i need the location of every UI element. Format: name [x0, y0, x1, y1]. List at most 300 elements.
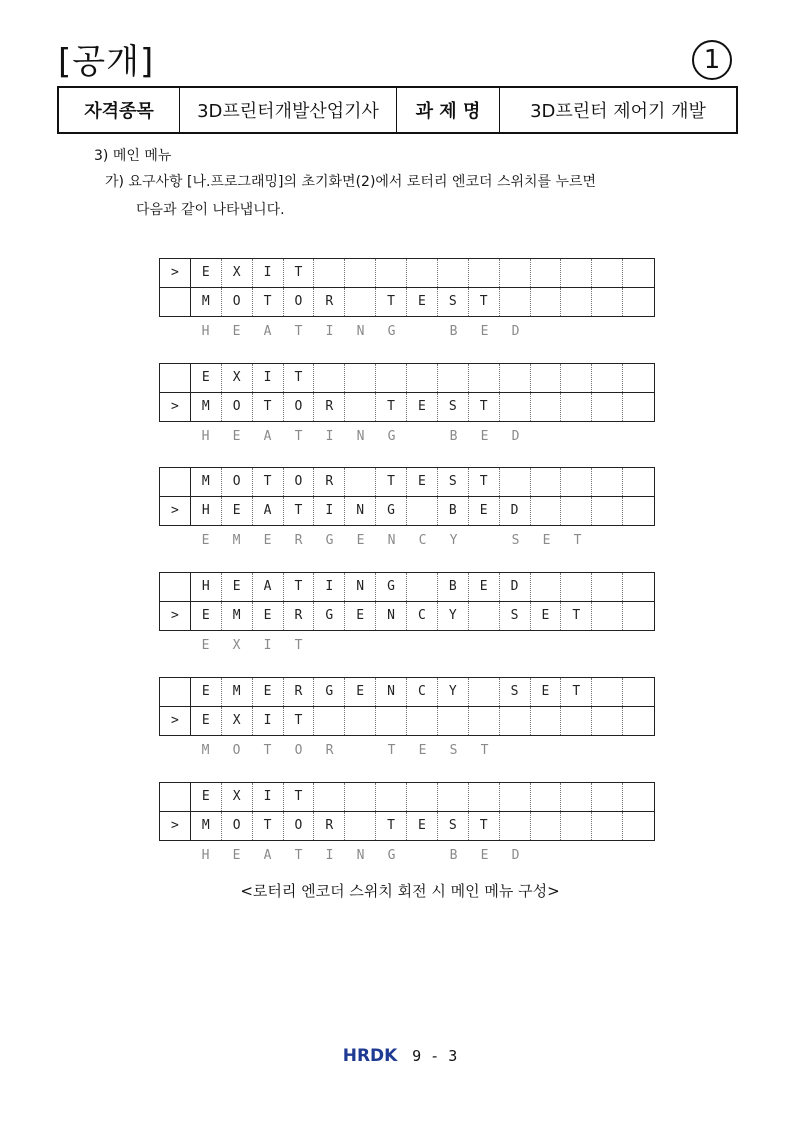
- cursor-cell: >: [160, 602, 191, 630]
- lcd-char-cell: [314, 707, 345, 735]
- lcd-char-cell: [500, 288, 531, 316]
- preview-char: C: [418, 533, 427, 548]
- preview-char: E: [480, 848, 489, 863]
- preview-char: M: [201, 743, 210, 758]
- lcd-char-cell: [531, 364, 562, 392]
- preview-char: R: [294, 533, 303, 548]
- lcd-char-cell: A: [253, 573, 284, 601]
- preview-char: [500, 736, 531, 765]
- lcd-char-cell: T: [284, 783, 315, 811]
- lcd-char-cell: E: [407, 288, 438, 316]
- lcd-char-cell: T: [469, 812, 500, 840]
- requirement-line-2: 다음과 같이 나타냅니다.: [136, 202, 285, 218]
- lcd-char-cell: [500, 783, 531, 811]
- preview-char: [593, 526, 624, 555]
- preview-char: [531, 317, 562, 346]
- preview-char: T: [294, 324, 303, 339]
- lcd-char-cell: O: [222, 812, 253, 840]
- lcd-char-cell: R: [284, 678, 315, 706]
- lcd-char-cell: S: [438, 812, 469, 840]
- preview-char: D: [511, 848, 520, 863]
- lcd-char-cell: [561, 812, 592, 840]
- lcd-char-cell: [592, 573, 623, 601]
- preview-char: I: [325, 848, 334, 863]
- preview-char: S: [449, 743, 458, 758]
- cursor-cell: >: [160, 497, 191, 525]
- preview-char: B: [449, 848, 458, 863]
- preview-char: [438, 631, 469, 660]
- lcd-char-cell: R: [314, 393, 345, 421]
- lcd-char-cell: N: [345, 573, 376, 601]
- lcd-char-cell: [531, 783, 562, 811]
- lcd-char-cell: E: [469, 573, 500, 601]
- lcd-char-cell: E: [191, 678, 222, 706]
- lcd-char-cell: G: [314, 602, 345, 630]
- preview-char: [562, 422, 593, 451]
- lcd-char-cell: S: [438, 288, 469, 316]
- task-name-label: 과 제 명: [397, 87, 500, 133]
- preview-char: H: [201, 848, 210, 863]
- next-menu-preview: [159, 736, 655, 765]
- lcd-char-cell: T: [469, 393, 500, 421]
- lcd-char-cell: O: [284, 393, 315, 421]
- lcd-char-cell: [376, 364, 407, 392]
- lcd-char-cell: O: [222, 468, 253, 496]
- lcd-char-cell: T: [469, 288, 500, 316]
- preview-char: [314, 631, 345, 660]
- lcd-char-cell: E: [407, 393, 438, 421]
- lcd-char-cell: [623, 468, 654, 496]
- lcd-char-cell: T: [469, 468, 500, 496]
- lcd-display-frame: [159, 782, 655, 841]
- preview-char: O: [294, 743, 303, 758]
- page-title: [공개]: [58, 42, 155, 82]
- lcd-char-cell: M: [191, 468, 222, 496]
- lcd-char-cell: [592, 288, 623, 316]
- preview-char: E: [542, 533, 551, 548]
- lcd-char-cell: [438, 259, 469, 287]
- lcd-char-cell: I: [253, 707, 284, 735]
- lcd-char-cell: D: [500, 497, 531, 525]
- lcd-row: [160, 783, 654, 812]
- preview-char: G: [387, 324, 396, 339]
- lcd-char-cell: [561, 364, 592, 392]
- lcd-char-cell: [407, 259, 438, 287]
- preview-char: [345, 631, 376, 660]
- lcd-char-cell: [592, 393, 623, 421]
- lcd-char-cell: [561, 259, 592, 287]
- lcd-char-cell: X: [222, 783, 253, 811]
- lcd-char-cell: [314, 783, 345, 811]
- preview-char: [624, 317, 655, 346]
- lcd-char-cell: [623, 497, 654, 525]
- lcd-char-cell: [531, 259, 562, 287]
- lcd-char-cell: [592, 259, 623, 287]
- preview-char: E: [232, 324, 241, 339]
- lcd-char-cell: [623, 364, 654, 392]
- lcd-char-cell: B: [438, 497, 469, 525]
- lcd-char-cell: I: [253, 783, 284, 811]
- lcd-char-cell: [623, 259, 654, 287]
- lcd-row: [160, 707, 654, 735]
- lcd-char-cell: [623, 288, 654, 316]
- preview-char: [593, 841, 624, 870]
- preview-char: [562, 317, 593, 346]
- page-number: 9 - 3: [412, 1047, 458, 1065]
- preview-char: [407, 631, 438, 660]
- preview-char: B: [449, 324, 458, 339]
- preview-char: [407, 317, 438, 346]
- hrdk-logo: HRDK: [342, 1046, 398, 1066]
- lcd-char-cell: T: [284, 497, 315, 525]
- lcd-row: [160, 573, 654, 602]
- preview-char: N: [356, 848, 365, 863]
- lcd-char-cell: [407, 783, 438, 811]
- task-name-value: 3D프린터 제어기 개발: [500, 87, 738, 133]
- lcd-char-cell: [623, 678, 654, 706]
- lcd-char-cell: E: [407, 468, 438, 496]
- lcd-screen: [159, 258, 655, 346]
- lcd-char-cell: [438, 364, 469, 392]
- lcd-screen: [159, 572, 655, 660]
- preview-char: T: [294, 638, 303, 653]
- preview-spacer: [159, 841, 190, 870]
- lcd-char-cell: [623, 783, 654, 811]
- lcd-char-cell: [531, 812, 562, 840]
- lcd-char-cell: [469, 783, 500, 811]
- lcd-char-cell: H: [191, 573, 222, 601]
- lcd-char-cell: [561, 497, 592, 525]
- lcd-char-cell: [500, 812, 531, 840]
- lcd-char-cell: [561, 393, 592, 421]
- preview-char: I: [325, 324, 334, 339]
- preview-char: [531, 736, 562, 765]
- preview-char: E: [263, 533, 272, 548]
- preview-char: D: [511, 324, 520, 339]
- preview-char: A: [263, 429, 272, 444]
- lcd-char-cell: [623, 812, 654, 840]
- requirement-line-1: 가) 요구사항 [나.프로그래밍]의 초기화면(2)에서 로터리 엔코더 스위치를 누르면: [105, 174, 597, 190]
- lcd-char-cell: O: [284, 468, 315, 496]
- lcd-char-cell: [592, 707, 623, 735]
- lcd-char-cell: [592, 678, 623, 706]
- lcd-char-cell: [500, 707, 531, 735]
- lcd-char-cell: [469, 259, 500, 287]
- lcd-char-cell: T: [253, 812, 284, 840]
- lcd-char-cell: O: [284, 288, 315, 316]
- lcd-char-cell: [623, 602, 654, 630]
- lcd-char-cell: [531, 288, 562, 316]
- preview-char: E: [232, 429, 241, 444]
- lcd-char-cell: [376, 707, 407, 735]
- cursor-cell: >: [160, 707, 191, 735]
- preview-char: I: [325, 429, 334, 444]
- preview-spacer: [159, 736, 190, 765]
- preview-char: B: [449, 429, 458, 444]
- preview-char: N: [356, 324, 365, 339]
- preview-char: M: [232, 533, 241, 548]
- preview-char: T: [263, 743, 272, 758]
- lcd-char-cell: D: [500, 573, 531, 601]
- preview-char: [562, 736, 593, 765]
- lcd-char-cell: [407, 364, 438, 392]
- cursor-cell: [160, 468, 191, 496]
- lcd-char-cell: H: [191, 497, 222, 525]
- lcd-char-cell: [500, 393, 531, 421]
- lcd-char-cell: T: [376, 812, 407, 840]
- lcd-char-cell: E: [531, 602, 562, 630]
- lcd-char-cell: T: [253, 393, 284, 421]
- lcd-char-cell: X: [222, 259, 253, 287]
- lcd-screen: [159, 782, 655, 870]
- preview-char: T: [573, 533, 582, 548]
- cursor-cell: [160, 678, 191, 706]
- lcd-char-cell: [623, 573, 654, 601]
- preview-char: O: [232, 743, 241, 758]
- lcd-row: [160, 288, 654, 316]
- lcd-display-frame: [159, 467, 655, 526]
- preview-char: N: [387, 533, 396, 548]
- lcd-char-cell: N: [376, 602, 407, 630]
- lcd-display-frame: [159, 258, 655, 317]
- lcd-char-cell: G: [376, 497, 407, 525]
- lcd-char-cell: [345, 812, 376, 840]
- preview-char: T: [294, 848, 303, 863]
- lcd-char-cell: [531, 393, 562, 421]
- lcd-char-cell: E: [253, 678, 284, 706]
- lcd-char-cell: E: [222, 497, 253, 525]
- lcd-row: [160, 393, 654, 421]
- page-marker-circle: 1: [692, 40, 732, 80]
- preview-char: S: [511, 533, 520, 548]
- lcd-char-cell: T: [284, 573, 315, 601]
- lcd-char-cell: B: [438, 573, 469, 601]
- cursor-cell: >: [160, 259, 191, 287]
- preview-char: [624, 841, 655, 870]
- lcd-char-cell: [345, 707, 376, 735]
- preview-char: H: [201, 429, 210, 444]
- lcd-char-cell: R: [314, 288, 345, 316]
- lcd-char-cell: E: [253, 602, 284, 630]
- cursor-cell: >: [160, 393, 191, 421]
- preview-spacer: [159, 317, 190, 346]
- lcd-char-cell: E: [191, 364, 222, 392]
- preview-char: R: [325, 743, 334, 758]
- preview-char: [345, 736, 376, 765]
- lcd-display-frame: [159, 572, 655, 631]
- lcd-char-cell: R: [314, 468, 345, 496]
- lcd-char-cell: X: [222, 364, 253, 392]
- lcd-char-cell: [407, 707, 438, 735]
- preview-char: [624, 422, 655, 451]
- preview-char: E: [356, 533, 365, 548]
- cursor-cell: [160, 573, 191, 601]
- lcd-char-cell: C: [407, 602, 438, 630]
- preview-char: [624, 736, 655, 765]
- preview-spacer: [159, 526, 190, 555]
- lcd-char-cell: [438, 707, 469, 735]
- preview-char: [624, 526, 655, 555]
- lcd-char-cell: [345, 468, 376, 496]
- lcd-char-cell: M: [191, 288, 222, 316]
- lcd-char-cell: [407, 497, 438, 525]
- lcd-char-cell: [469, 678, 500, 706]
- lcd-char-cell: [623, 393, 654, 421]
- preview-char: E: [480, 429, 489, 444]
- lcd-char-cell: [376, 259, 407, 287]
- lcd-row: [160, 468, 654, 497]
- preview-char: [531, 631, 562, 660]
- cursor-cell: [160, 783, 191, 811]
- preview-spacer: [159, 422, 190, 451]
- preview-char: I: [263, 638, 272, 653]
- cursor-cell: [160, 288, 191, 316]
- lcd-char-cell: E: [191, 707, 222, 735]
- lcd-char-cell: [592, 364, 623, 392]
- preview-char: E: [232, 848, 241, 863]
- lcd-char-cell: E: [469, 497, 500, 525]
- lcd-char-cell: [531, 497, 562, 525]
- lcd-char-cell: T: [376, 468, 407, 496]
- lcd-char-cell: [345, 783, 376, 811]
- preview-char: H: [201, 324, 210, 339]
- lcd-char-cell: M: [222, 678, 253, 706]
- lcd-char-cell: T: [253, 468, 284, 496]
- lcd-char-cell: E: [407, 812, 438, 840]
- lcd-char-cell: I: [314, 497, 345, 525]
- lcd-char-cell: [500, 468, 531, 496]
- lcd-char-cell: X: [222, 707, 253, 735]
- lcd-row: [160, 678, 654, 707]
- lcd-char-cell: T: [284, 259, 315, 287]
- next-menu-preview: [159, 526, 655, 555]
- lcd-char-cell: [623, 707, 654, 735]
- preview-spacer: [159, 631, 190, 660]
- lcd-char-cell: [345, 393, 376, 421]
- cursor-cell: >: [160, 812, 191, 840]
- preview-char: [593, 631, 624, 660]
- lcd-char-cell: T: [376, 288, 407, 316]
- lcd-char-cell: [500, 259, 531, 287]
- lcd-char-cell: [314, 364, 345, 392]
- lcd-char-cell: [500, 364, 531, 392]
- preview-char: [407, 841, 438, 870]
- qualification-label: 자격종목: [58, 87, 180, 133]
- preview-char: [624, 631, 655, 660]
- lcd-char-cell: [531, 468, 562, 496]
- lcd-char-cell: M: [191, 812, 222, 840]
- section-heading: 3) 메인 메뉴: [94, 148, 172, 164]
- lcd-char-cell: I: [253, 259, 284, 287]
- next-menu-preview: [159, 317, 655, 346]
- lcd-char-cell: M: [191, 393, 222, 421]
- lcd-row: [160, 364, 654, 393]
- lcd-char-cell: E: [191, 783, 222, 811]
- lcd-screen: [159, 467, 655, 555]
- lcd-char-cell: E: [531, 678, 562, 706]
- lcd-char-cell: [561, 707, 592, 735]
- lcd-char-cell: [469, 602, 500, 630]
- qualification-value: 3D프린터개발산업기사: [180, 87, 397, 133]
- lcd-char-cell: [592, 602, 623, 630]
- lcd-char-cell: T: [561, 602, 592, 630]
- lcd-char-cell: T: [253, 288, 284, 316]
- lcd-char-cell: S: [500, 678, 531, 706]
- lcd-char-cell: M: [222, 602, 253, 630]
- lcd-char-cell: Y: [438, 678, 469, 706]
- lcd-char-cell: [592, 497, 623, 525]
- preview-char: [593, 422, 624, 451]
- lcd-char-cell: [469, 364, 500, 392]
- lcd-char-cell: T: [284, 364, 315, 392]
- lcd-char-cell: E: [345, 678, 376, 706]
- lcd-char-cell: [561, 783, 592, 811]
- preview-char: [531, 841, 562, 870]
- preview-char: [562, 841, 593, 870]
- lcd-char-cell: [438, 783, 469, 811]
- lcd-char-cell: [561, 288, 592, 316]
- lcd-screen: [159, 677, 655, 765]
- preview-char: X: [232, 638, 241, 653]
- lcd-char-cell: [314, 259, 345, 287]
- page-footer: [0, 1046, 800, 1066]
- lcd-char-cell: [592, 812, 623, 840]
- lcd-char-cell: [561, 573, 592, 601]
- lcd-char-cell: [561, 468, 592, 496]
- lcd-char-cell: I: [253, 364, 284, 392]
- next-menu-preview: [159, 841, 655, 870]
- info-table: [57, 86, 738, 134]
- lcd-char-cell: E: [222, 573, 253, 601]
- preview-char: [376, 631, 407, 660]
- lcd-row: [160, 602, 654, 630]
- lcd-screen: [159, 363, 655, 451]
- lcd-char-cell: [345, 364, 376, 392]
- lcd-char-cell: A: [253, 497, 284, 525]
- preview-char: A: [263, 848, 272, 863]
- lcd-char-cell: T: [376, 393, 407, 421]
- lcd-display-frame: [159, 677, 655, 736]
- lcd-char-cell: N: [376, 678, 407, 706]
- lcd-char-cell: O: [222, 393, 253, 421]
- lcd-row: [160, 812, 654, 840]
- lcd-char-cell: T: [561, 678, 592, 706]
- lcd-char-cell: [345, 259, 376, 287]
- preview-char: [531, 422, 562, 451]
- lcd-display-frame: [159, 363, 655, 422]
- preview-char: T: [480, 743, 489, 758]
- preview-char: [593, 736, 624, 765]
- preview-char: E: [480, 324, 489, 339]
- lcd-char-cell: [531, 707, 562, 735]
- lcd-char-cell: G: [376, 573, 407, 601]
- preview-char: E: [418, 743, 427, 758]
- lcd-char-cell: R: [314, 812, 345, 840]
- cursor-cell: [160, 364, 191, 392]
- lcd-char-cell: S: [500, 602, 531, 630]
- preview-char: T: [294, 429, 303, 444]
- preview-char: [562, 631, 593, 660]
- lcd-char-cell: T: [284, 707, 315, 735]
- lcd-char-cell: O: [284, 812, 315, 840]
- lcd-char-cell: E: [345, 602, 376, 630]
- preview-char: E: [201, 533, 210, 548]
- preview-char: Y: [449, 533, 458, 548]
- next-menu-preview: [159, 422, 655, 451]
- lcd-char-cell: C: [407, 678, 438, 706]
- lcd-char-cell: [376, 783, 407, 811]
- preview-char: [407, 422, 438, 451]
